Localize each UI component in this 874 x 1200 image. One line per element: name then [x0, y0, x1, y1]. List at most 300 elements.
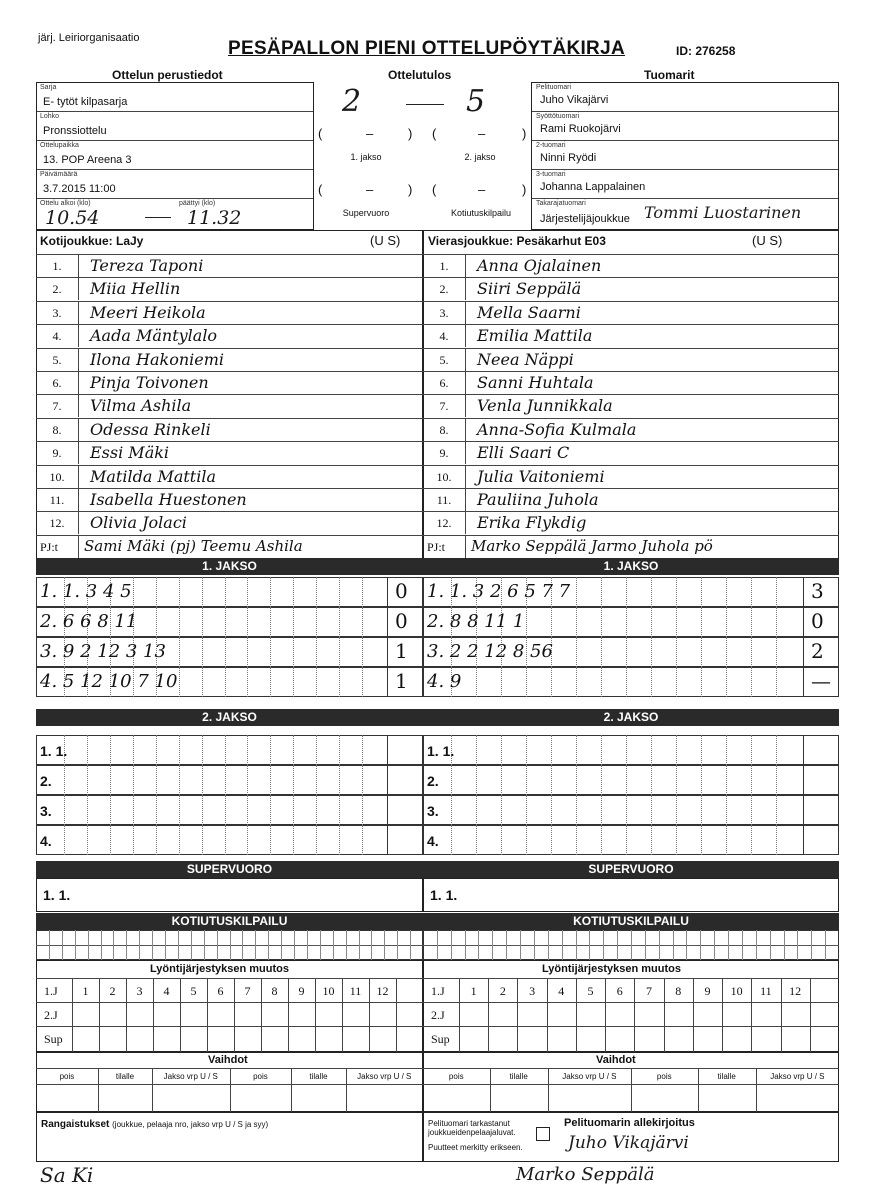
home-p2-cell-line	[225, 795, 226, 825]
home-p1-cell-line	[202, 667, 203, 697]
home-player-name: Ilona Hakoniemi	[90, 349, 224, 369]
away-kk-bar: KOTIUTUSKILPAILU	[423, 913, 839, 930]
umpire-5-label: Takarajatuomari	[536, 200, 586, 207]
home-p2-cell-line	[110, 735, 111, 765]
home-kk-cell	[75, 930, 76, 960]
away-kk-cell	[811, 930, 812, 960]
home-p1-cell-line	[225, 607, 226, 637]
away-p1-score-divider	[803, 637, 804, 667]
home-roster-divider	[78, 465, 79, 488]
away-p1-cell-line	[651, 667, 652, 697]
home-p2-cell-line	[362, 735, 363, 765]
home-subs-col-header: Jakso vrp U / S	[357, 1072, 412, 1081]
home-player-number: 3.	[52, 305, 62, 320]
away-roster-divider	[465, 535, 466, 558]
home-order-number: 9	[298, 984, 305, 998]
away-p1-cell-line	[601, 607, 602, 637]
away-kk-cell	[465, 930, 466, 960]
home-p1-cell-line	[362, 607, 363, 637]
away-p2-cell-line	[601, 735, 602, 765]
away-p2-cell-line	[501, 795, 502, 825]
home-p2-cell-line	[362, 765, 363, 795]
home-roster-divider	[78, 535, 79, 558]
away-p1-score-divider	[803, 607, 804, 637]
home-super-bar: SUPERVUORO	[36, 861, 423, 878]
home-roster-divider	[78, 348, 79, 371]
home-p1-score-divider	[387, 667, 388, 697]
penalties-title: Rangaistukset	[41, 1119, 110, 1130]
away-p2-row-label: 3.	[427, 803, 439, 819]
away-roster-divider	[465, 277, 466, 300]
away-player-number: 12.	[436, 516, 452, 531]
signature-label: Pelituomarin allekirjoitus	[564, 1117, 695, 1129]
home-order-number: 2	[109, 984, 116, 998]
away-p1-cell-line	[601, 577, 602, 607]
home-roster-divider	[78, 418, 79, 441]
away-order-number: 9	[704, 984, 711, 998]
home-kk-cell	[204, 930, 205, 960]
away-player-number: 11.	[436, 493, 452, 507]
kk-label: Kotiutuskilpailu	[450, 208, 512, 218]
umpires-heading: Tuomarit	[644, 68, 695, 82]
series-value: E- tytöt kilpasarja	[43, 96, 128, 108]
home-roster-divider	[78, 441, 79, 464]
home-player-number: 12.	[49, 516, 65, 531]
home-p2-cell-line	[316, 735, 317, 765]
away-player-name: Emilia Mattila	[477, 326, 593, 346]
away-player-name: Anna-Sofia Kulmala	[477, 419, 637, 439]
away-kk-cell	[576, 930, 577, 960]
away-p1-batting: 4. 9	[427, 671, 462, 692]
away-roster-divider	[465, 254, 466, 277]
home-subs-title: Vaihdot	[208, 1054, 248, 1066]
home-kk-cell	[113, 930, 114, 960]
away-kk-cell	[700, 930, 701, 960]
home-p1-cell-line	[362, 667, 363, 697]
away-subs-col-line	[490, 1068, 491, 1112]
home-p2-cell-line	[179, 795, 180, 825]
home-p1-cell-line	[179, 607, 180, 637]
home-p2-row-label: 1. 1.	[40, 743, 68, 759]
home-player-name: Tereza Taponi	[90, 256, 204, 275]
home-roster-divider	[78, 254, 79, 277]
p2-open: (	[432, 126, 437, 141]
away-subs-col-line	[631, 1068, 632, 1112]
away-p1-score-divider	[803, 577, 804, 607]
home-kk-cell	[397, 930, 398, 960]
away-p2-cell-line	[651, 765, 652, 795]
away-p1-cell-line	[701, 577, 702, 607]
home-player-name: Miia Hellin	[90, 279, 181, 299]
home-p1-score-divider	[387, 607, 388, 637]
umpire-3-name: Ninni Ryödi	[540, 152, 597, 164]
away-p2-cell-line	[676, 795, 677, 825]
away-p1-batting: 2. 8 8 11 1	[427, 611, 525, 632]
away-p2-cell-line	[476, 735, 477, 765]
away-p1-cell-line	[551, 607, 552, 637]
away-player-number: 6.	[439, 376, 449, 390]
home-roster-divider	[78, 277, 79, 300]
away-p2-cell-line	[526, 765, 527, 795]
away-p1-cell-line	[526, 607, 527, 637]
home-p2-cell-line	[179, 765, 180, 795]
away-kk-cell	[686, 930, 687, 960]
home-super-label: 1. 1.	[43, 887, 71, 903]
home-p2-cell-line	[110, 765, 111, 795]
away-player-name: Anna Ojalainen	[477, 256, 602, 275]
home-player-name: Olivia Jolaci	[90, 513, 187, 533]
away-p2-score-divider	[803, 795, 804, 825]
home-kk-cell	[88, 930, 89, 960]
away-kk-cell	[437, 930, 438, 960]
start-time: 10.54	[45, 207, 100, 229]
away-player-name: Neea Näppi	[477, 349, 574, 369]
away-order-number: 4	[558, 984, 565, 998]
home-p2-row-label: 4.	[40, 833, 52, 849]
away-p2-cell-line	[626, 735, 627, 765]
score-dash	[406, 104, 444, 105]
away-p2-cell-line	[501, 825, 502, 855]
away-p1-cell-line	[626, 577, 627, 607]
away-kk-cell	[645, 930, 646, 960]
home-p2-inning-row	[36, 825, 423, 855]
away-subs-col-header: tilalle	[717, 1072, 736, 1081]
away-order-number: 8	[675, 984, 682, 998]
home-order-number: 10	[322, 984, 335, 998]
home-p2-cell-line	[339, 765, 340, 795]
away-player-name: Sanni Huhtala	[477, 373, 594, 392]
away-p1-cell-line	[726, 607, 727, 637]
home-p2-score-divider	[387, 795, 388, 825]
away-p1-inning-score: 2	[811, 639, 824, 663]
home-p1-cell-line	[270, 637, 271, 667]
home-order-number: 8	[271, 984, 278, 998]
home-p2-cell-line	[316, 825, 317, 855]
umpire-1-label: Pelituomari	[536, 84, 572, 91]
home-p1-cell-line	[225, 577, 226, 607]
away-p1-inning-score: 3	[811, 579, 824, 603]
away-p1-cell-line	[676, 577, 677, 607]
home-kk-cell	[410, 930, 411, 960]
away-p2-cell-line	[776, 735, 777, 765]
away-kk-cell	[797, 930, 798, 960]
home-order-row	[36, 1026, 423, 1027]
home-p1-score-divider	[387, 637, 388, 667]
basic-info-heading: Ottelun perustiedot	[112, 68, 223, 82]
end-label: päättyi (klo)	[179, 200, 216, 207]
home-p1-inning-score: 1	[395, 669, 408, 693]
away-p2-cell-line	[676, 825, 677, 855]
away-player-number: 7.	[439, 399, 449, 414]
home-p1-cell-line	[293, 607, 294, 637]
date-label: Päivämäärä	[40, 171, 78, 178]
away-p2-cell-line	[726, 765, 727, 795]
away-p2-cell-line	[626, 795, 627, 825]
home-player-number: 11.	[49, 493, 65, 507]
away-kk-cell	[506, 930, 507, 960]
home-order-number: 3	[136, 984, 143, 998]
home-player-number: 4.	[52, 329, 62, 344]
away-p2-cell-line	[651, 735, 652, 765]
home-kk-cell	[307, 930, 308, 960]
umpire-5-name: Järjestelijäjoukkue	[540, 213, 630, 225]
away-period1-bar: 1. JAKSO	[423, 558, 839, 575]
home-kk-cell	[281, 930, 282, 960]
away-p2-cell-line	[751, 825, 752, 855]
home-p1-cell-line	[339, 607, 340, 637]
venue-label: Ottelupaikka	[40, 142, 79, 149]
away-order-row-label: 2.J	[431, 1008, 445, 1022]
away-kk-cell	[631, 930, 632, 960]
home-kk-cell	[152, 930, 153, 960]
home-order-row	[36, 1002, 423, 1003]
home-p2-cell-line	[156, 765, 157, 795]
away-order-row-label: Sup	[431, 1032, 450, 1046]
away-kk-cell	[562, 930, 563, 960]
away-p1-cell-line	[776, 667, 777, 697]
away-p2-cell-line	[751, 795, 752, 825]
away-p2-cell-line	[701, 735, 702, 765]
home-p2-cell-line	[225, 735, 226, 765]
away-p1-inning-score: 0	[811, 609, 824, 633]
home-order-row-label: Sup	[44, 1032, 63, 1046]
home-kk-cell	[320, 930, 321, 960]
home-p1-inning-score: 0	[395, 609, 408, 633]
away-p2-cell-line	[526, 825, 527, 855]
home-p1-cell-line	[202, 637, 203, 667]
away-p2-cell-line	[776, 825, 777, 855]
away-p2-cell-line	[676, 765, 677, 795]
away-subs-col-header: Jakso vrp U / S	[562, 1072, 617, 1081]
home-roster-divider	[78, 301, 79, 324]
home-order-row-label: 1.J	[44, 984, 58, 998]
away-p2-cell-line	[551, 825, 552, 855]
away-p2-cell-line	[626, 825, 627, 855]
away-p1-cell-line	[776, 607, 777, 637]
home-kk-cell	[384, 930, 385, 960]
kk-dash: –	[478, 182, 486, 197]
home-player-number: 10.	[49, 469, 65, 484]
away-p1-cell-line	[576, 607, 577, 637]
home-p1-cell-line	[293, 577, 294, 607]
away-roster-divider	[465, 394, 466, 417]
form-id: ID: 276258	[676, 44, 736, 58]
away-kk-cell	[534, 930, 535, 960]
away-kk-cell	[784, 930, 785, 960]
away-p2-score-divider	[803, 765, 804, 795]
home-p1-cell-line	[362, 637, 363, 667]
away-super-label: 1. 1.	[430, 887, 458, 903]
home-p1-cell-line	[316, 637, 317, 667]
home-period2-bar: 2. JAKSO	[36, 709, 423, 726]
p2-close: )	[522, 126, 527, 141]
away-p2-cell-line	[501, 735, 502, 765]
away-p1-cell-line	[726, 637, 727, 667]
away-kk-cell	[589, 930, 590, 960]
away-player-name: Julia Vaitoniemi	[477, 466, 605, 486]
home-p1-cell-line	[293, 667, 294, 697]
away-p2-cell-line	[601, 795, 602, 825]
home-roster-divider	[78, 488, 79, 511]
home-p1-cell-line	[247, 667, 248, 697]
home-p1-cell-line	[133, 577, 134, 607]
away-p2-cell-line	[576, 765, 577, 795]
venue-value: 13. POP Areena 3	[43, 154, 132, 166]
kk-open: (	[432, 182, 437, 197]
away-p1-cell-line	[626, 607, 627, 637]
away-player-number: 8.	[439, 422, 449, 437]
home-kk-cell	[346, 930, 347, 960]
home-p2-cell-line	[202, 825, 203, 855]
away-player-name: Venla Junnikkala	[477, 396, 613, 416]
away-kk-cell	[520, 930, 521, 960]
away-p2-row-label: 2.	[427, 773, 439, 789]
home-player-number: 1.	[52, 259, 62, 273]
home-p1-cell-line	[270, 577, 271, 607]
away-p2-cell-line	[551, 735, 552, 765]
away-order-number: 3	[529, 984, 536, 998]
home-team-label: Kotijoukkue: LaJy	[40, 234, 144, 248]
home-p2-cell-line	[87, 825, 88, 855]
away-p1-cell-line	[626, 667, 627, 697]
time-dash	[145, 217, 171, 218]
away-super-bar: SUPERVUORO	[423, 861, 839, 878]
home-subs-col-line	[152, 1068, 153, 1112]
home-pj-label: PJ:t	[40, 539, 59, 554]
home-p1-batting: 2. 6 6 8 11	[40, 611, 138, 632]
home-p1-cell-line	[225, 667, 226, 697]
home-kk-cell	[49, 930, 50, 960]
home-p1-cell-line	[156, 607, 157, 637]
home-kk-cell	[217, 930, 218, 960]
home-p1-cell-line	[156, 577, 157, 607]
away-subs-title: Vaihdot	[596, 1054, 636, 1066]
umpire-3-label: 2-tuomari	[536, 142, 566, 149]
away-p1-cell-line	[726, 667, 727, 697]
date-value: 3.7.2015 11:00	[43, 183, 116, 195]
home-subs-col-header: Jakso vrp U / S	[163, 1072, 218, 1081]
away-order-row	[423, 1002, 839, 1003]
away-p1-batting: 1. 1. 3 2 6 5 7 7	[427, 581, 571, 602]
away-p1-cell-line	[701, 607, 702, 637]
home-p1-cell-line	[179, 577, 180, 607]
away-player-number: 2.	[439, 282, 449, 297]
home-signature: Sa Ki	[40, 1163, 94, 1187]
home-kk-cell	[268, 930, 269, 960]
away-p2-cell-line	[751, 765, 752, 795]
result-box	[314, 82, 531, 230]
p2-label: 2. jakso	[464, 152, 496, 162]
home-kk-cell	[191, 930, 192, 960]
checked-checkbox[interactable]	[536, 1127, 550, 1141]
umpire-2-name: Rami Ruokojärvi	[540, 123, 621, 135]
away-p1-cell-line	[676, 607, 677, 637]
away-team-label: Vierasjoukkue: Pesäkarhut E03	[428, 234, 606, 248]
away-roster-divider	[465, 348, 466, 371]
home-player-name: Meeri Heikola	[90, 302, 206, 322]
away-p2-cell-line	[701, 825, 702, 855]
home-kk-cell	[333, 930, 334, 960]
p1-label: 1. jakso	[350, 152, 382, 162]
home-p2-cell-line	[293, 765, 294, 795]
home-p1-cell-line	[316, 667, 317, 697]
home-p1-cell-line	[293, 637, 294, 667]
away-p2-cell-line	[776, 795, 777, 825]
home-p1-cell-line	[247, 607, 248, 637]
away-p1-cell-line	[651, 607, 652, 637]
away-p2-score-divider	[803, 825, 804, 855]
home-order-number: 12	[376, 984, 389, 998]
home-p2-row-label: 2.	[40, 773, 52, 789]
home-kk-cell	[230, 930, 231, 960]
home-p1-cell-line	[316, 607, 317, 637]
away-p1-cell-line	[651, 577, 652, 607]
home-p2-cell-line	[133, 825, 134, 855]
home-kk-cell	[101, 930, 102, 960]
away-p2-score-divider	[803, 735, 804, 765]
away-p1-cell-line	[726, 577, 727, 607]
away-order-number: 12	[789, 984, 802, 998]
home-p2-cell-line	[156, 735, 157, 765]
home-p2-cell-line	[247, 795, 248, 825]
home-subs-col-header: tilalle	[115, 1072, 135, 1081]
home-player-number: 8.	[52, 422, 62, 437]
home-p1-cell-line	[225, 637, 226, 667]
umpire-4-name: Johanna Lappalainen	[540, 181, 646, 193]
away-p1-inning-score: —	[811, 669, 831, 693]
away-kk-cell	[603, 930, 604, 960]
away-p1-cell-line	[551, 667, 552, 697]
home-player-number: 9.	[52, 446, 62, 461]
home-p2-score-divider	[387, 735, 388, 765]
home-p2-cell-line	[270, 735, 271, 765]
p1-open: (	[318, 126, 323, 141]
away-order-row-label: 1.J	[431, 984, 445, 998]
home-player-name: Isabella Huestonen	[90, 490, 247, 509]
home-p2-cell-line	[339, 735, 340, 765]
home-p1-score-divider	[387, 577, 388, 607]
away-p2-cell-line	[526, 735, 527, 765]
home-order-row-label: 2.J	[44, 1008, 58, 1022]
away-p2-cell-line	[676, 735, 677, 765]
away-p2-cell-line	[651, 825, 652, 855]
home-p1-batting: 1. 1. 3 4 5	[40, 581, 132, 602]
away-p2-cell-line	[451, 765, 452, 795]
away-p2-cell-line	[726, 795, 727, 825]
home-kk-cell	[294, 930, 295, 960]
home-p2-cell-line	[362, 795, 363, 825]
away-super-grid	[423, 878, 839, 912]
home-p2-cell-line	[202, 735, 203, 765]
home-p1-inning-score: 1	[395, 639, 408, 663]
away-p1-cell-line	[651, 637, 652, 667]
away-player-number: 10.	[436, 469, 452, 484]
home-p1-batting: 3. 9 2 12 3 13	[40, 641, 166, 662]
away-player-number: 5.	[439, 352, 449, 367]
home-p1-cell-line	[179, 667, 180, 697]
home-player-number: 6.	[52, 376, 62, 390]
away-kk-cell	[617, 930, 618, 960]
home-p1-cell-line	[270, 607, 271, 637]
home-p2-cell-line	[64, 825, 65, 855]
home-p1-cell-line	[339, 667, 340, 697]
home-p2-cell-line	[293, 735, 294, 765]
home-player-name: Aada Mäntylalo	[90, 326, 218, 346]
p1-home-dash: –	[366, 126, 374, 141]
away-p1-batting: 3. 2 2 12 8 56	[427, 641, 553, 662]
away-kk-cell	[492, 930, 493, 960]
home-p2-cell-line	[133, 795, 134, 825]
